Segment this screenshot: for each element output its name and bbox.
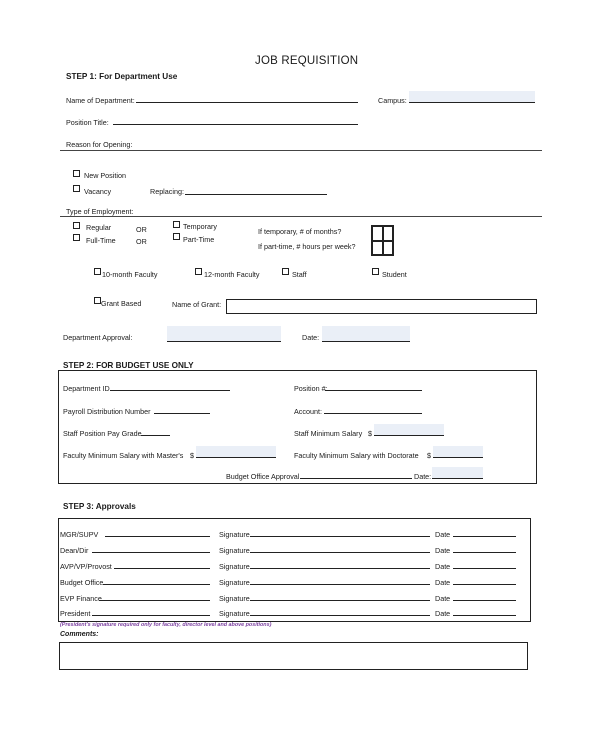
faculty-min-doctorate-field[interactable] <box>433 446 483 458</box>
campus-field[interactable] <box>409 91 535 103</box>
position-number-label: Position #: <box>294 384 328 393</box>
approval-signature-field[interactable] <box>250 558 430 569</box>
part-time-label: Part-Time <box>183 235 215 244</box>
approval-signature-label: Signature <box>219 578 250 587</box>
approval-signature-label: Signature <box>219 530 250 539</box>
budget-date-field[interactable] <box>432 467 483 479</box>
name-of-department-label: Name of Department: <box>66 96 135 105</box>
temporary-checkbox[interactable] <box>173 221 180 228</box>
approval-date-field[interactable] <box>453 526 516 537</box>
staff-min-salary-label: Staff Minimum Salary <box>294 429 363 438</box>
approval-role-field[interactable] <box>92 542 210 553</box>
new-position-label: New Position <box>84 171 126 180</box>
twelve-month-faculty-label: 12-month Faculty <box>204 270 260 279</box>
approval-date-field[interactable] <box>453 542 516 553</box>
ten-month-faculty-label: 10-month Faculty <box>102 270 158 279</box>
approval-date-label: Date <box>435 546 451 555</box>
or-label: OR <box>136 225 147 234</box>
approval-role: MGR/SUPV <box>60 530 99 539</box>
approval-signature-field[interactable] <box>250 526 430 537</box>
vacancy-label: Vacancy <box>84 187 112 196</box>
step3-heading: STEP 3: Approvals <box>63 502 136 511</box>
reason-for-opening-label: Reason for Opening: <box>66 140 133 149</box>
approval-date-label: Date <box>435 594 451 603</box>
grant-based-label: Grant Based <box>101 299 142 308</box>
step1-heading: STEP 1: For Department Use <box>66 72 178 81</box>
replacing-field[interactable] <box>185 184 327 195</box>
staff-min-salary-dollar: $ <box>368 429 372 438</box>
faculty-min-masters-label: Faculty Minimum Salary with Master's <box>63 451 184 460</box>
section-divider <box>60 150 542 151</box>
comments-field[interactable] <box>59 642 528 670</box>
faculty-min-doctorate-dollar: $ <box>427 451 431 460</box>
step2-heading: STEP 2: FOR BUDGET USE ONLY <box>63 361 194 370</box>
name-of-department-field[interactable] <box>136 92 358 103</box>
temporary-label: Temporary <box>183 222 217 231</box>
approval-date-field[interactable] <box>322 326 410 342</box>
approval-signature-field[interactable] <box>250 590 430 601</box>
faculty-min-masters-dollar: $ <box>190 451 194 460</box>
approval-date-field[interactable] <box>453 605 516 616</box>
approval-signature-field[interactable] <box>250 574 430 585</box>
or-label: OR <box>136 237 147 246</box>
staff-pay-grade-field[interactable] <box>141 425 170 436</box>
approval-role: EVP Finance <box>60 594 102 603</box>
approval-signature-field[interactable] <box>250 605 430 616</box>
type-of-employment-label: Type of Employment: <box>66 207 134 216</box>
approval-role: AVP/VP/Provost <box>60 562 112 571</box>
ten-month-faculty-checkbox[interactable] <box>94 268 101 275</box>
comments-label: Comments: <box>60 631 99 638</box>
grant-based-checkbox[interactable] <box>94 297 101 304</box>
full-time-checkbox[interactable] <box>73 234 80 241</box>
replacing-label: Replacing: <box>150 187 184 196</box>
approval-date-label: Date: <box>302 333 320 342</box>
if-part-time-label: If part-time, # hours per week? <box>258 242 356 251</box>
approval-role: Dean/Dir <box>60 546 89 555</box>
approval-signature-field[interactable] <box>250 542 430 553</box>
department-approval-field[interactable] <box>167 326 281 342</box>
approval-date-label: Date <box>435 609 451 618</box>
budget-office-approval-field[interactable] <box>300 468 412 479</box>
approval-date-label: Date <box>435 562 451 571</box>
name-of-grant-label: Name of Grant: <box>172 300 222 309</box>
vacancy-checkbox[interactable] <box>73 185 80 192</box>
approval-signature-label: Signature <box>219 546 250 555</box>
staff-label: Staff <box>292 270 307 279</box>
budget-date-label: Date: <box>414 472 432 481</box>
approval-role-field[interactable] <box>103 574 210 585</box>
approval-signature-label: Signature <box>219 609 250 618</box>
staff-checkbox[interactable] <box>282 268 289 275</box>
part-time-checkbox[interactable] <box>173 233 180 240</box>
account-label: Account: <box>294 407 322 416</box>
staff-pay-grade-label: Staff Position Pay Grade <box>63 429 142 438</box>
payroll-distribution-field[interactable] <box>154 403 210 414</box>
approval-role: President <box>60 609 91 618</box>
section-divider <box>60 216 542 217</box>
campus-label: Campus: <box>378 96 407 105</box>
regular-label: Regular <box>86 223 112 232</box>
position-title-label: Position Title: <box>66 118 109 127</box>
regular-checkbox[interactable] <box>73 222 80 229</box>
faculty-min-doctorate-label: Faculty Minimum Salary with Doctorate <box>294 451 419 460</box>
approval-role-field[interactable] <box>114 558 210 569</box>
approval-signature-label: Signature <box>219 562 250 571</box>
approval-date-label: Date <box>435 578 451 587</box>
approval-role-field[interactable] <box>105 526 210 537</box>
president-signature-note: (President's signature required only for faculty, director level and above positions) <box>60 622 272 628</box>
months-hours-grid[interactable] <box>371 225 394 256</box>
budget-office-approval-label: Budget Office Approval <box>226 472 300 481</box>
staff-min-salary-field[interactable] <box>374 424 444 436</box>
account-field[interactable] <box>324 403 422 414</box>
page-title: JOB REQUISITION <box>255 55 359 67</box>
if-temporary-label: If temporary, # of months? <box>258 227 342 236</box>
approval-date-field[interactable] <box>453 574 516 585</box>
student-checkbox[interactable] <box>372 268 379 275</box>
full-time-label: Full-Time <box>86 236 116 245</box>
position-number-field[interactable] <box>325 380 422 391</box>
name-of-grant-field[interactable] <box>226 299 537 314</box>
faculty-min-masters-field[interactable] <box>196 446 276 458</box>
approval-signature-label: Signature <box>219 594 250 603</box>
approval-date-field[interactable] <box>453 590 516 601</box>
student-label: Student <box>382 270 407 279</box>
department-approval-label: Department Approval: <box>63 333 133 342</box>
department-id-field[interactable] <box>110 380 230 391</box>
payroll-distribution-label: Payroll Distribution Number <box>63 407 151 416</box>
new-position-checkbox[interactable] <box>73 170 80 177</box>
twelve-month-faculty-checkbox[interactable] <box>195 268 202 275</box>
approval-role: Budget Office <box>60 578 104 587</box>
approval-role-field[interactable] <box>92 605 210 616</box>
position-title-field[interactable] <box>113 114 358 125</box>
approval-role-field[interactable] <box>99 590 210 601</box>
approval-date-field[interactable] <box>453 558 516 569</box>
approval-date-label: Date <box>435 530 451 539</box>
department-id-label: Department ID <box>63 384 110 393</box>
